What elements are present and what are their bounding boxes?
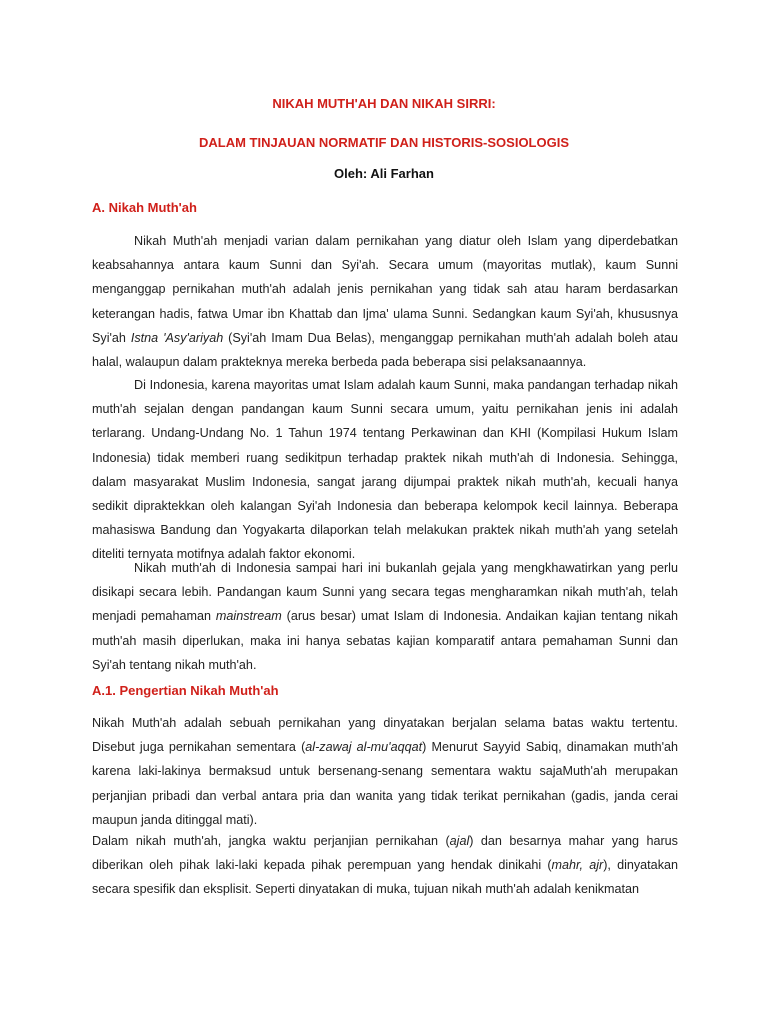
p1-text-b: (Syi'ah Imam Dua Belas), menganggap pernikahan muth'ah adalah boleh atau halal, walaupun dalam prakteknya mereka berbeda pada beberapa sisi pelaksanaannya. (92, 330, 678, 370)
title-line-1: NIKAH MUTH'AH DAN NIKAH SIRRI: (272, 96, 496, 111)
p5-emphasis-1: ajal (449, 834, 470, 848)
p5-emphasis-2: mahr, ajr (551, 858, 604, 873)
p1-text-a: Nikah Muth'ah menjadi varian dalam pernikahan yang diatur oleh Islam yang diperdebatkan keabsahannya antara kaum Sunni dan Syi'ah. Secara umum (mayoritas mutlak), kaum Sunni menganggap pernikahan muth'ah adalah jenis pernikahan yang tidak sah atau haram berdasarkan keterangan hadis, fatwa Umar ibn Khattab dan Ijma' ulama Sunni. Sedangkan kaum Syi'ah, khususnya Syi'ah (92, 234, 678, 345)
p5-text-c: ), dinyatakan secara spesifik dan eksplisit. Seperti dinyatakan di muka, tujuan nikah muth'ah adalah kenikmatan (92, 858, 678, 897)
author-line: Oleh: Ali Farhan (334, 166, 434, 181)
paragraph-2 (92, 373, 678, 567)
p4-text-b: ) Menurut Sayyid Sabiq, dinamakan muth'ah karena laki-lakinya bermaksud untuk bersenang-senang sementara waktu sajaMuth'ah merupakan perjanjian pribadi dan verbal antara pria dan wanita yang tidak terikat pernikahan (gadis, janda cerai maupun janda ditinggal mati). (92, 740, 678, 827)
p5-text-a: Dalam nikah muth'ah, jangka waktu perjanjian pernikahan ( (92, 834, 450, 848)
p3-emphasis: mainstream (215, 609, 282, 624)
p4-text-a: Nikah Muth'ah adalah sebuah pernikahan yang dinyatakan berjalan selama batas waktu tertentu. Disebut juga pernikahan sementara ( (92, 716, 678, 755)
paragraph-1 (92, 229, 678, 374)
section-heading-a: A. Nikah Muth'ah (92, 200, 197, 215)
p5-text-b: ) dan besarnya mahar yang harus diberikan oleh pihak laki-laki kepada pihak perempuan yang hendak dinikahi ( (92, 834, 678, 873)
title-line-2: DALAM TINJAUAN NORMATIF DAN HISTORIS-SOSIOLOGIS (198, 135, 570, 150)
p1-emphasis: Istna 'Asy'ariyah (130, 330, 224, 345)
paragraph-5 (92, 829, 678, 902)
p2-text: Di Indonesia, karena mayoritas umat Islam adalah kaum Sunni, maka pandangan terhadap nikah muth'ah sejalan dengan pandangan kaum Sunni secara umum, yaitu pernikahan jenis ini adalah terlarang. Undang-Undang No. 1 Tahun 1974 tentang Perkawinan dan KHI (Kompilasi Hukum Islam Indonesia) tidak memberi ruang sedikitpun terhadap praktek nikah muth'ah di Indonesia. Sehingga, dalam masyarakat Muslim Indonesia, sangat jarang dijumpai praktek nikah muth'ah, kecuali hanya sedikit dipraktekkan oleh kalangan Syi'ah Indonesia dan beberapa kelompok kecil lainnya. Beberapa mahasiswa Bandung dan Yogyakarta dilaporkan telah melakukan praktek nikah muth'ah yang setelah diteliti ternyata motifnya adalah faktor ekonomi. (92, 378, 678, 562)
p3-text-b: (arus besar) umat Islam di Indonesia. Andaikan kajian tentang nikah muth'ah masih diperlukan, maka ini hanya sebatas kajian komparatif antara pemahaman Sunni dan Syi'ah tentang nikah muth'ah. (92, 609, 678, 672)
p3-text-a: Nikah muth'ah di Indonesia sampai hari ini bukanlah gejala yang mengkhawatirkan yang perlu disikapi secara lebih. Pandangan kaum Sunni yang secara tegas mengharamkan nikah muth'ah, telah menjadi pemahaman (92, 561, 678, 624)
section-heading-a1: A.1. Pengertian Nikah Muth'ah (92, 683, 279, 698)
paragraph-4 (92, 711, 678, 832)
p4-emphasis: al-zawaj al-mu'aqqat (305, 740, 423, 755)
paragraph-3 (92, 556, 678, 677)
